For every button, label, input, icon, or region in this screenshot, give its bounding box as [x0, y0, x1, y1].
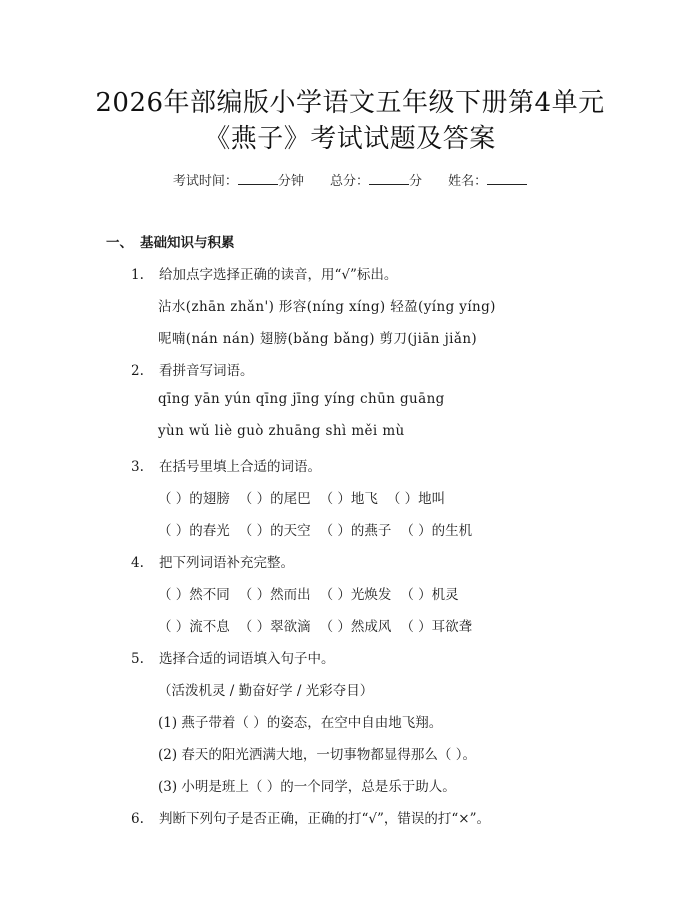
time-unit: 分钟: [277, 174, 304, 189]
question-text: 判断下列句子是否正确，正确的打“√”，错误的打“×”。: [159, 811, 491, 827]
exam-meta: [0, 170, 700, 189]
question-number: 1.: [131, 267, 144, 283]
question-number: 6.: [131, 811, 144, 827]
fill-item: （ ）的春光: [158, 523, 230, 539]
question-number: 4.: [131, 555, 144, 571]
time-label: 考试时间：: [172, 174, 238, 189]
question-text: 给加点字选择正确的读音，用“√”标出。: [159, 267, 398, 283]
fill-item: （ ）的翅膀: [158, 491, 230, 507]
fill-item: （ ）的尾巴: [238, 491, 311, 507]
q2-pinyin-line-1: qīng yān yún qīng jīng yíng chūn guāng: [158, 391, 445, 407]
fill-item: （ ）流不息: [158, 619, 230, 635]
question-5: [131, 647, 335, 667]
fill-item: （ ）地飞: [319, 491, 378, 507]
fill-item: （ ）然成风: [319, 619, 392, 635]
question-text: 看拼音写词语。: [159, 363, 254, 379]
fill-item: （ ）然不同: [158, 587, 230, 603]
question-3: [131, 455, 321, 475]
q1-line-2: 呢喃(nán nán) 翅膀(bǎng bǎng) 剪刀(jiān jiǎn): [158, 331, 478, 347]
fill-item: （ ）的天空: [238, 523, 311, 539]
time-field: [173, 174, 304, 189]
question-text: 选择合适的词语填入句子中。: [159, 651, 335, 667]
score-field: [330, 174, 422, 189]
question-text: 把下列词语补充完整。: [159, 555, 294, 571]
question-4: [131, 551, 294, 571]
q5-sentence-3: (3) 小明是班上（ ）的一个同学，总是乐于助人。: [158, 779, 456, 795]
fill-item: （ ）然而出: [238, 587, 311, 603]
question-number: 5.: [131, 651, 144, 667]
q3-row-1: [158, 487, 454, 507]
question-6: [131, 807, 490, 827]
question-2: [131, 359, 254, 379]
title-line-2: 《燕子》考试试题及答案: [204, 124, 496, 154]
question-1: [131, 263, 397, 283]
question-number: 3.: [131, 459, 144, 475]
name-label: 姓名：: [448, 174, 488, 189]
q2-pinyin-line-2: yùn wǔ liè guò zhuāng shì měi mù: [158, 423, 405, 439]
section-heading: [106, 231, 235, 251]
name-blank: [487, 172, 527, 185]
q1-line-1: 沾水(zhān zhǎn') 形容(níng xíng) 轻盈(yíng yíng): [158, 299, 496, 315]
fill-item: （ ）翠欲滴: [238, 619, 311, 635]
q4-row-2: [158, 615, 481, 635]
section-title: 基础知识与积累: [140, 235, 235, 251]
q5-sentence-2: (2) 春天的阳光洒满大地，一切事物都显得那么（ ）。: [158, 747, 476, 763]
title-line-1: 2026年部编版小学语文五年级下册第4单元: [95, 88, 605, 118]
section-number: 一、: [106, 235, 133, 251]
fill-item: （ ）耳欲聋: [400, 619, 473, 635]
score-blank: [369, 172, 409, 185]
fill-item: （ ）机灵: [400, 587, 459, 603]
q4-row-1: [158, 583, 468, 603]
fill-item: （ ）的燕子: [319, 523, 392, 539]
name-field: [448, 174, 527, 189]
time-blank: [238, 172, 278, 185]
score-label: 总分：: [329, 174, 369, 189]
q5-sentence-1: (1) 燕子带着（ ）的姿态，在空中自由地飞翔。: [158, 715, 443, 731]
q3-row-2: [158, 519, 481, 539]
fill-item: （ ）光焕发: [319, 587, 392, 603]
score-unit: 分: [409, 174, 423, 189]
q5-options: （活泼机灵 / 勤奋好学 / 光彩夺目）: [158, 683, 374, 699]
question-number: 2.: [131, 363, 144, 379]
fill-item: （ ）的生机: [400, 523, 473, 539]
fill-item: （ ）地叫: [386, 491, 446, 507]
question-text: 在括号里填上合适的词语。: [159, 459, 321, 475]
